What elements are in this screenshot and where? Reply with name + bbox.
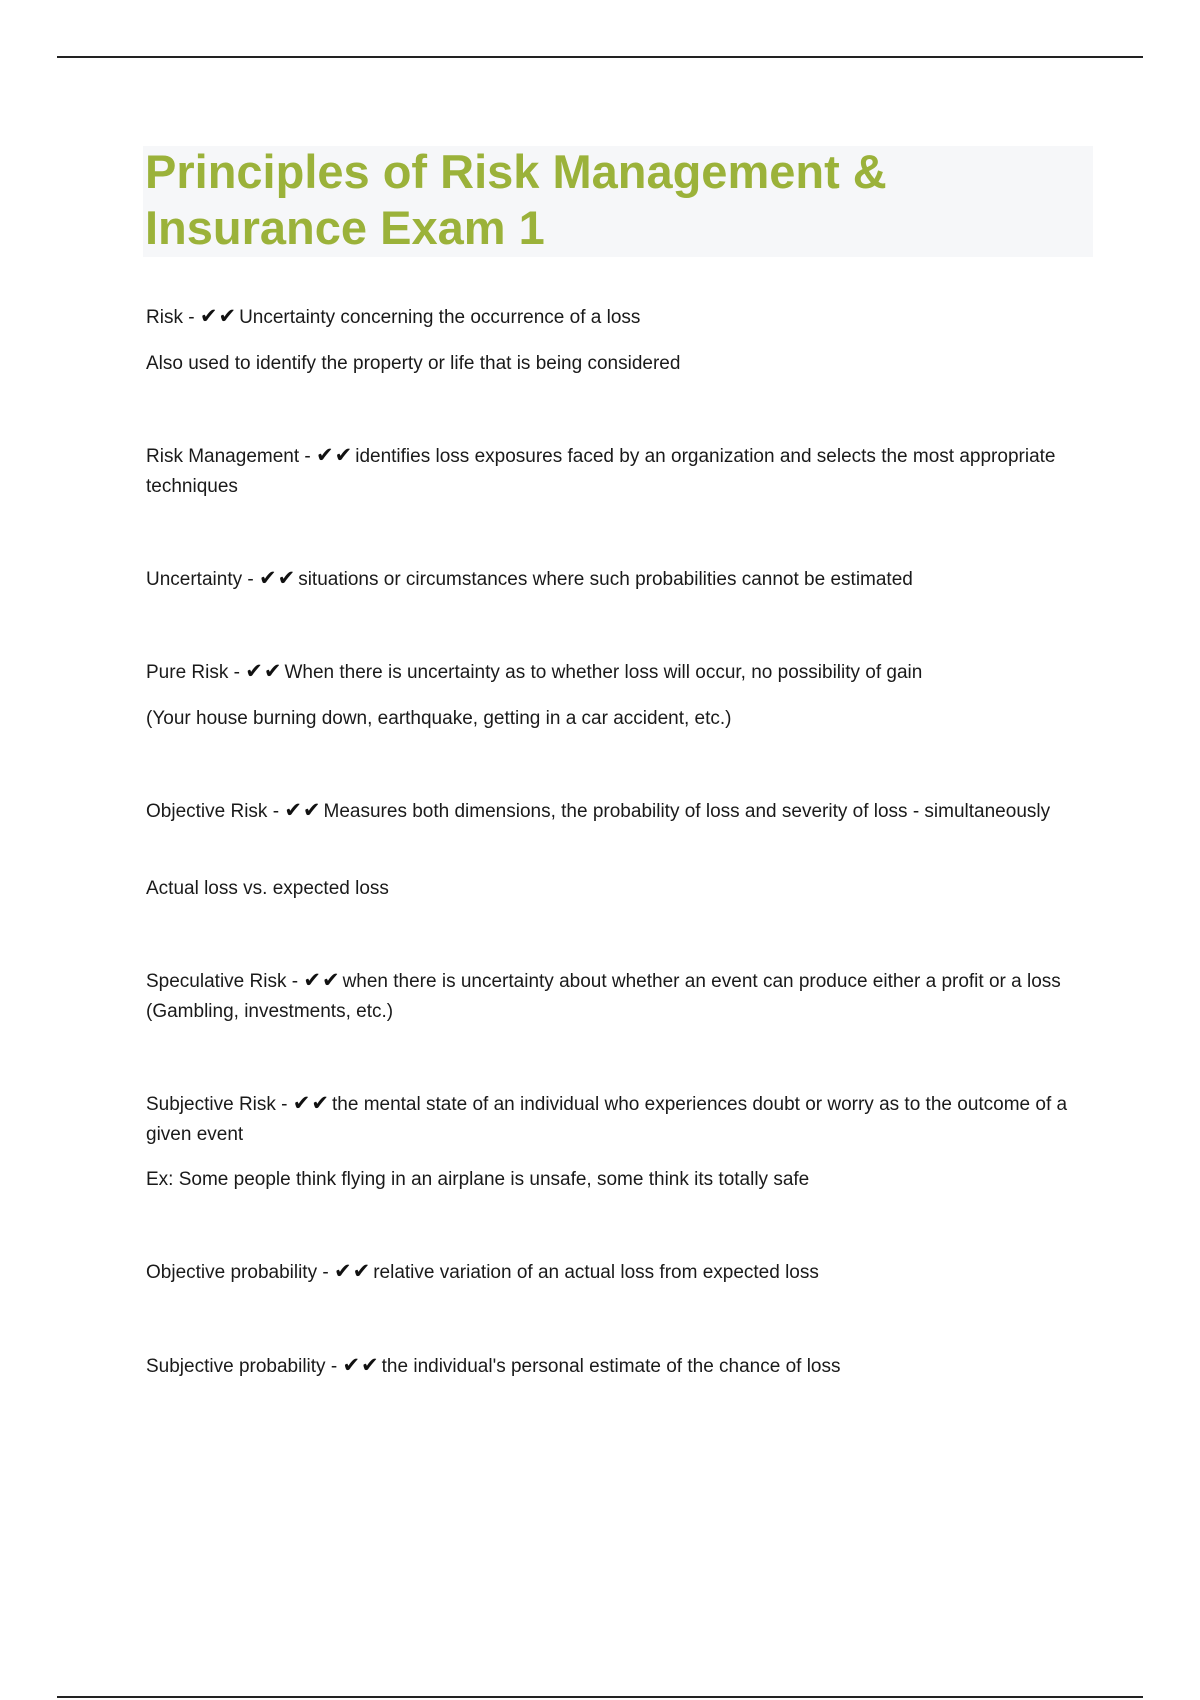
check-icon: ✔ [263,659,282,683]
check-icon: ✔ [311,1091,329,1115]
check-icon: ✔ [321,968,340,992]
term-label: Risk Management - [146,446,311,467]
term-label: Objective Risk - [146,801,280,822]
term-definition: the individual's personal estimate of the chance of loss [381,1356,841,1377]
term-label: Uncertainty - [146,569,254,590]
entry-subjective-risk [146,1090,1076,1150]
entry-subjective-risk-note: Ex: Some people think flying in an airplane is unsafe, some think its totally safe [146,1169,810,1190]
entry-pure-risk [146,658,1076,688]
term-label: Subjective Risk - [146,1094,288,1115]
entry-objective-probability [146,1258,1076,1288]
term-label: Risk - [146,307,195,328]
entry-pure-risk-note: (Your house burning down, earthquake, getting in a car accident, etc.) [146,708,732,729]
term-definition: the mental state of an individual who experiences doubt or worry as to the outcome of a given event [146,1094,1068,1145]
term-label: Objective probability - [146,1262,329,1283]
check-icon: ✔ [316,443,334,467]
term-definition: identifies loss exposures faced by an organization and selects the most appropriate techniques [146,446,1056,497]
entry-risk-note: Also used to identify the property or life that is being considered [146,353,681,374]
check-icon: ✔ [361,1353,379,1377]
check-icon: ✔ [303,968,321,992]
check-icon: ✔ [352,1259,371,1283]
top-rule [57,56,1143,58]
entry-risk-management [146,442,1076,502]
entry-objective-risk [146,797,1076,827]
entry-uncertainty [146,565,1076,595]
term-label: Speculative Risk - [146,971,299,992]
check-icon: ✔ [302,798,321,822]
term-definition: situations or circumstances where such probabilities cannot be estimated [298,569,913,590]
term-definition: when there is uncertainty about whether an event can produce either a profit or a loss (Gambling, investments, etc.) [146,971,1061,1022]
check-icon: ✔ [199,304,218,328]
check-icon: ✔ [258,566,277,590]
term-definition: When there is uncertainty as to whether loss will occur, no possibility of gain [284,662,923,683]
entry-speculative-risk [146,967,1076,1027]
term-label: Subjective probability - [146,1356,338,1377]
title-line-2: Insurance Exam 1 [145,201,545,254]
term-label: Pure Risk - [146,662,240,683]
check-icon: ✔ [342,1353,361,1377]
check-icon: ✔ [218,304,237,328]
document-title [145,144,887,256]
title-line-1: Principles of Risk Management & [145,145,887,198]
bottom-rule [57,1696,1143,1698]
entry-risk [146,303,1076,333]
term-definition: Uncertainty concerning the occurrence of a loss [239,307,641,328]
term-definition: Measures both dimensions, the probability of loss and severity of loss - simultaneously [323,801,1051,822]
check-icon: ✔ [277,566,296,590]
entry-subjective-probability [146,1352,1076,1382]
check-icon: ✔ [292,1091,311,1115]
check-icon: ✔ [284,798,302,822]
check-icon: ✔ [245,659,263,683]
term-definition: relative variation of an actual loss from expected loss [373,1262,819,1283]
entry-objective-risk-note: Actual loss vs. expected loss [146,878,389,899]
check-icon: ✔ [333,1259,352,1283]
check-icon: ✔ [334,443,353,467]
